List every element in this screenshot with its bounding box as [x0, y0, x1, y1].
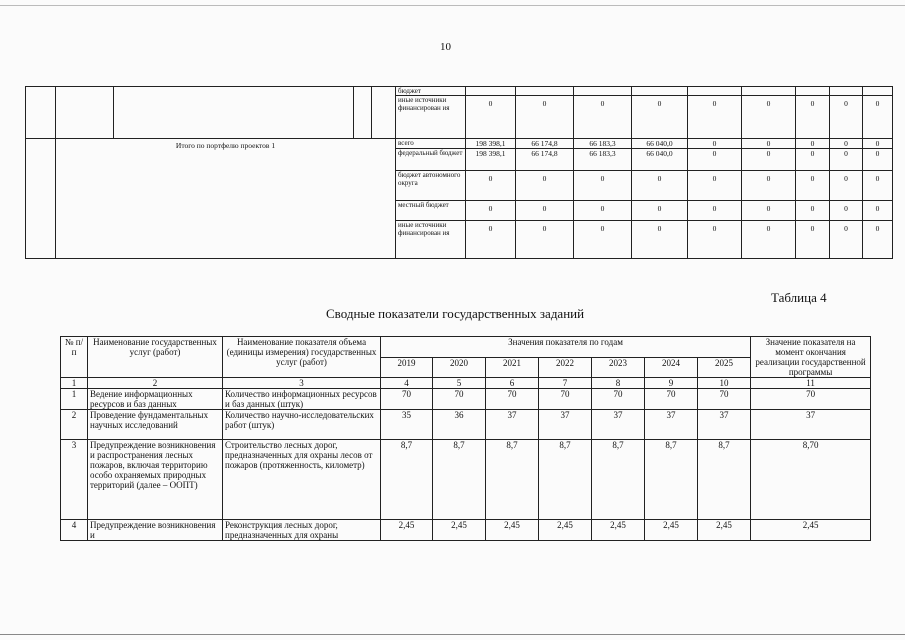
year-value: 8,7: [381, 440, 433, 520]
row-number: 4: [61, 520, 88, 541]
value-cell: 0: [796, 139, 830, 149]
service-name: Предупреждение возникновения и: [88, 520, 223, 541]
header-num: № п/п: [61, 337, 88, 378]
final-value: 37: [751, 410, 871, 440]
row-label: иные источники финансирован ия: [396, 96, 466, 139]
column-number: 1: [61, 378, 88, 389]
header-year: 2023: [592, 357, 645, 378]
service-name: Проведение фундаментальных научных исследований: [88, 410, 223, 440]
row-label: иные источники финансирован ия: [396, 221, 466, 259]
value-cell: 0: [830, 171, 863, 201]
value-cell: 198 398,1: [466, 139, 516, 149]
header-year: 2024: [645, 357, 698, 378]
value-cell: [863, 87, 893, 96]
value-cell: 66 040,0: [632, 149, 688, 171]
value-cell: 0: [574, 171, 632, 201]
value-cell: 0: [688, 149, 742, 171]
header-years-group: Значения показателя по годам: [381, 337, 751, 358]
value-cell: 0: [632, 96, 688, 139]
year-value: 70: [645, 389, 698, 410]
year-value: 2,45: [381, 520, 433, 541]
year-value: 70: [486, 389, 539, 410]
value-cell: 0: [830, 96, 863, 139]
column-number: 3: [223, 378, 381, 389]
header-service: Наименование государственных услуг (работ): [88, 337, 223, 378]
value-cell: 0: [688, 171, 742, 201]
year-value: 2,45: [592, 520, 645, 541]
service-name: Предупреждение возникновения и распространения лесных пожаров, включая территорию особо охраняемых природных территорий (далее – ООПТ): [88, 440, 223, 520]
value-cell: 0: [632, 201, 688, 221]
service-name: Ведение информационных ресурсов и баз данных: [88, 389, 223, 410]
column-number: 10: [698, 378, 751, 389]
value-cell: 0: [863, 139, 893, 149]
table-title: Сводные показатели государственных заданий: [326, 306, 585, 321]
table-caption: Таблица 4: [771, 290, 827, 305]
value-cell: 0: [516, 96, 574, 139]
header-indicator: Наименование показателя объема (единицы измерения) государственных услуг (работ): [223, 337, 381, 378]
value-cell: 0: [516, 171, 574, 201]
column-number: 8: [592, 378, 645, 389]
year-value: 70: [381, 389, 433, 410]
empty-cell: [114, 87, 354, 139]
value-cell: 0: [466, 221, 516, 259]
value-cell: [466, 87, 516, 96]
funding-table: [25, 86, 893, 259]
value-cell: 0: [830, 221, 863, 259]
year-value: 37: [645, 410, 698, 440]
value-cell: 66 040,0: [632, 139, 688, 149]
bottom-edge-line: [0, 634, 905, 635]
year-value: 2,45: [645, 520, 698, 541]
row-label: всего: [396, 139, 466, 149]
year-value: 37: [539, 410, 592, 440]
value-cell: 0: [688, 96, 742, 139]
indicator-name: Строительство лесных дорог, предназначенных для охраны лесов от пожаров (протяженность, километр): [223, 440, 381, 520]
column-number: 11: [751, 378, 871, 389]
final-value: 8,70: [751, 440, 871, 520]
column-number: 6: [486, 378, 539, 389]
value-cell: [742, 87, 796, 96]
top-edge-line: [0, 5, 905, 6]
table-row: [61, 389, 871, 410]
row-number: 2: [61, 410, 88, 440]
value-cell: 0: [466, 171, 516, 201]
value-cell: [688, 87, 742, 96]
row-label: федеральный бюджет: [396, 149, 466, 171]
value-cell: 0: [863, 149, 893, 171]
empty-cell: [56, 87, 114, 139]
row-label: бюджет: [396, 87, 466, 96]
column-number: 2: [88, 378, 223, 389]
header-year: 2019: [381, 357, 433, 378]
value-cell: 0: [574, 221, 632, 259]
year-value: 8,7: [645, 440, 698, 520]
year-value: 37: [592, 410, 645, 440]
table-row: [61, 410, 871, 440]
indicator-name: Количество научно-исследовательских работ (штук): [223, 410, 381, 440]
table-row: [61, 520, 871, 541]
value-cell: 0: [742, 139, 796, 149]
value-cell: 0: [796, 201, 830, 221]
year-value: 70: [698, 389, 751, 410]
header-year: 2020: [433, 357, 486, 378]
empty-cell: [26, 139, 56, 259]
value-cell: 0: [466, 201, 516, 221]
indicator-name: Реконструкция лесных дорог, предназначенных для охраны: [223, 520, 381, 541]
value-cell: 0: [796, 221, 830, 259]
value-cell: 0: [796, 149, 830, 171]
empty-cell: [372, 87, 396, 139]
value-cell: [516, 87, 574, 96]
page-number: 10: [440, 41, 451, 53]
value-cell: 66 183,3: [574, 149, 632, 171]
summary-table: [60, 336, 871, 541]
value-cell: 198 398,1: [466, 149, 516, 171]
value-cell: 0: [742, 221, 796, 259]
value-cell: 0: [688, 139, 742, 149]
value-cell: 0: [742, 96, 796, 139]
value-cell: 0: [863, 96, 893, 139]
value-cell: 0: [574, 201, 632, 221]
year-value: 36: [433, 410, 486, 440]
value-cell: 0: [632, 171, 688, 201]
year-value: 2,45: [433, 520, 486, 541]
empty-cell: [26, 87, 56, 139]
header-year: 2022: [539, 357, 592, 378]
value-cell: [574, 87, 632, 96]
value-cell: 0: [688, 221, 742, 259]
final-value: 70: [751, 389, 871, 410]
year-value: 70: [433, 389, 486, 410]
table-row: [61, 440, 871, 520]
value-cell: 66 174,8: [516, 149, 574, 171]
table-row: [26, 139, 893, 149]
value-cell: 0: [830, 139, 863, 149]
year-value: 35: [381, 410, 433, 440]
value-cell: [796, 87, 830, 96]
year-value: 70: [539, 389, 592, 410]
value-cell: 0: [516, 221, 574, 259]
year-value: 70: [592, 389, 645, 410]
header-year: 2021: [486, 357, 539, 378]
value-cell: 0: [742, 171, 796, 201]
year-value: 8,7: [433, 440, 486, 520]
year-value: 8,7: [698, 440, 751, 520]
header-final: Значение показателя на момент окончания реализации государственной программы: [751, 337, 871, 378]
year-value: 37: [698, 410, 751, 440]
value-cell: 0: [632, 221, 688, 259]
column-number: 5: [433, 378, 486, 389]
value-cell: 66 183,3: [574, 139, 632, 149]
value-cell: [830, 87, 863, 96]
table-row: [26, 87, 893, 96]
value-cell: 0: [516, 201, 574, 221]
year-value: 2,45: [539, 520, 592, 541]
header-year: 2025: [698, 357, 751, 378]
year-value: 8,7: [486, 440, 539, 520]
value-cell: 0: [796, 96, 830, 139]
year-value: 8,7: [592, 440, 645, 520]
year-value: 8,7: [539, 440, 592, 520]
final-value: 2,45: [751, 520, 871, 541]
value-cell: 0: [466, 96, 516, 139]
row-number: 3: [61, 440, 88, 520]
value-cell: 0: [863, 201, 893, 221]
value-cell: 0: [688, 201, 742, 221]
value-cell: 0: [574, 96, 632, 139]
value-cell: 0: [742, 149, 796, 171]
column-number: 7: [539, 378, 592, 389]
value-cell: 0: [830, 149, 863, 171]
empty-cell: [354, 87, 372, 139]
year-value: 2,45: [486, 520, 539, 541]
value-cell: 0: [863, 171, 893, 201]
value-cell: [632, 87, 688, 96]
value-cell: 0: [796, 171, 830, 201]
row-label: бюджет автономного округа: [396, 171, 466, 201]
value-cell: 0: [863, 221, 893, 259]
value-cell: 66 174,8: [516, 139, 574, 149]
value-cell: 0: [830, 201, 863, 221]
column-number: 9: [645, 378, 698, 389]
indicator-name: Количество информационных ресурсов и баз данных (штук): [223, 389, 381, 410]
portfolio-label: Итого по портфелю проектов 1: [56, 139, 396, 259]
year-value: 37: [486, 410, 539, 440]
row-label: местный бюджет: [396, 201, 466, 221]
value-cell: 0: [742, 201, 796, 221]
column-number: 4: [381, 378, 433, 389]
year-value: 2,45: [698, 520, 751, 541]
row-number: 1: [61, 389, 88, 410]
